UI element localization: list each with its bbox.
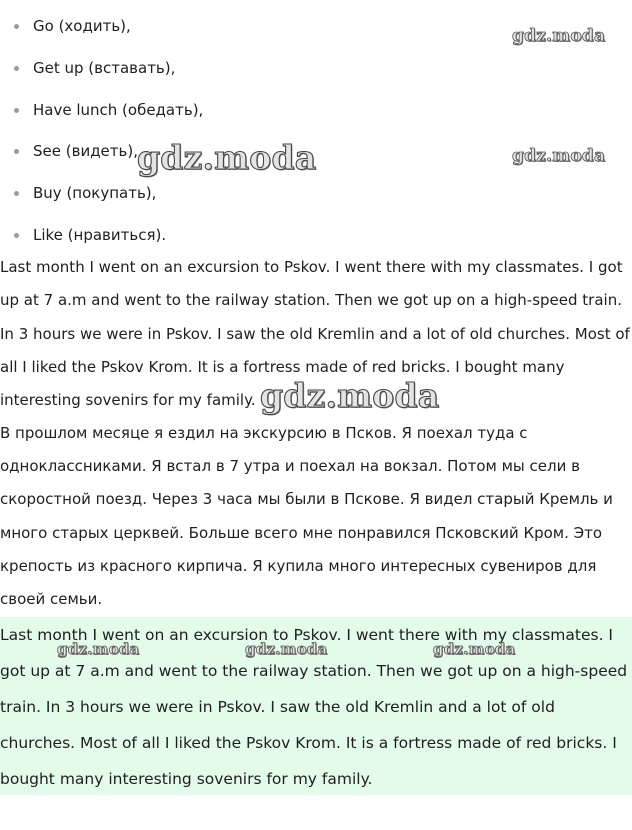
answer-english-paragraph: Last month I went on an excursion to Pskov. I went there with my classmates. I got up at 7 a.m and went to the railway station. Then we got up on a high-speed train. In 3 hours we were in Pskov. I saw the old Kremlin and a lot of old churches. Most of all I liked the Pskov Krom. It is a fortress made of red bricks. I bought many interesting sovenirs for my family. <box>0 626 628 788</box>
watermark-logo: gdz.moda <box>512 146 606 166</box>
list-item <box>0 48 632 90</box>
watermark-logo: gdz.moda <box>57 640 140 658</box>
list-item-text: Have lunch (обедать), <box>33 100 204 119</box>
bullet-icon <box>14 66 19 71</box>
list-item-text: See (видеть), <box>33 142 138 161</box>
watermark-logo: gdz.moda <box>137 138 317 177</box>
list-item <box>0 173 632 215</box>
story-english-paragraph: Last month I went on an excursion to Pskov. I went there with my classmates. I got up at 7 a.m and went to the railway station. Then we got up on a high-speed train. In 3 hours we were in Pskov. I saw the old Kremlin and a lot of old churches. Most of all I liked the Pskov Krom. It is a fortress made of red bricks. I bought many interesting sovenirs for my family. <box>0 258 630 410</box>
list-item-text: Go (ходить), <box>33 17 131 35</box>
bullet-icon <box>14 108 19 113</box>
list-item <box>0 90 632 132</box>
list-item-text: Like (нравиться). <box>33 225 167 244</box>
watermark-logo: gdz.moda <box>245 640 328 658</box>
bullet-icon <box>14 149 19 154</box>
story-russian-paragraph: В прошлом месяце я ездил на экскурсию в Псков. Я поехал туда с одноклассниками. Я встал в 7 утра и поехал на вокзал. Потом мы сели в скоростной поезд. Через 3 часа мы были в Пскове. Я видел старый Кремль и много старых церквей. Больше всего мне понравился Псковский Кром. Это крепость из красного кирпича. Я купила много интересных сувениров для своей семьи. <box>0 424 613 609</box>
list-item-text: Get up (вставать), <box>33 58 176 77</box>
bullet-icon <box>14 24 19 29</box>
bullet-icon <box>14 191 19 196</box>
bullet-icon <box>14 233 19 238</box>
watermark-logo: gdz.moda <box>260 376 440 415</box>
watermark-logo: gdz.moda <box>512 26 606 46</box>
watermark-logo: gdz.moda <box>433 640 516 658</box>
list-item-text: Buy (покупать), <box>33 184 157 203</box>
